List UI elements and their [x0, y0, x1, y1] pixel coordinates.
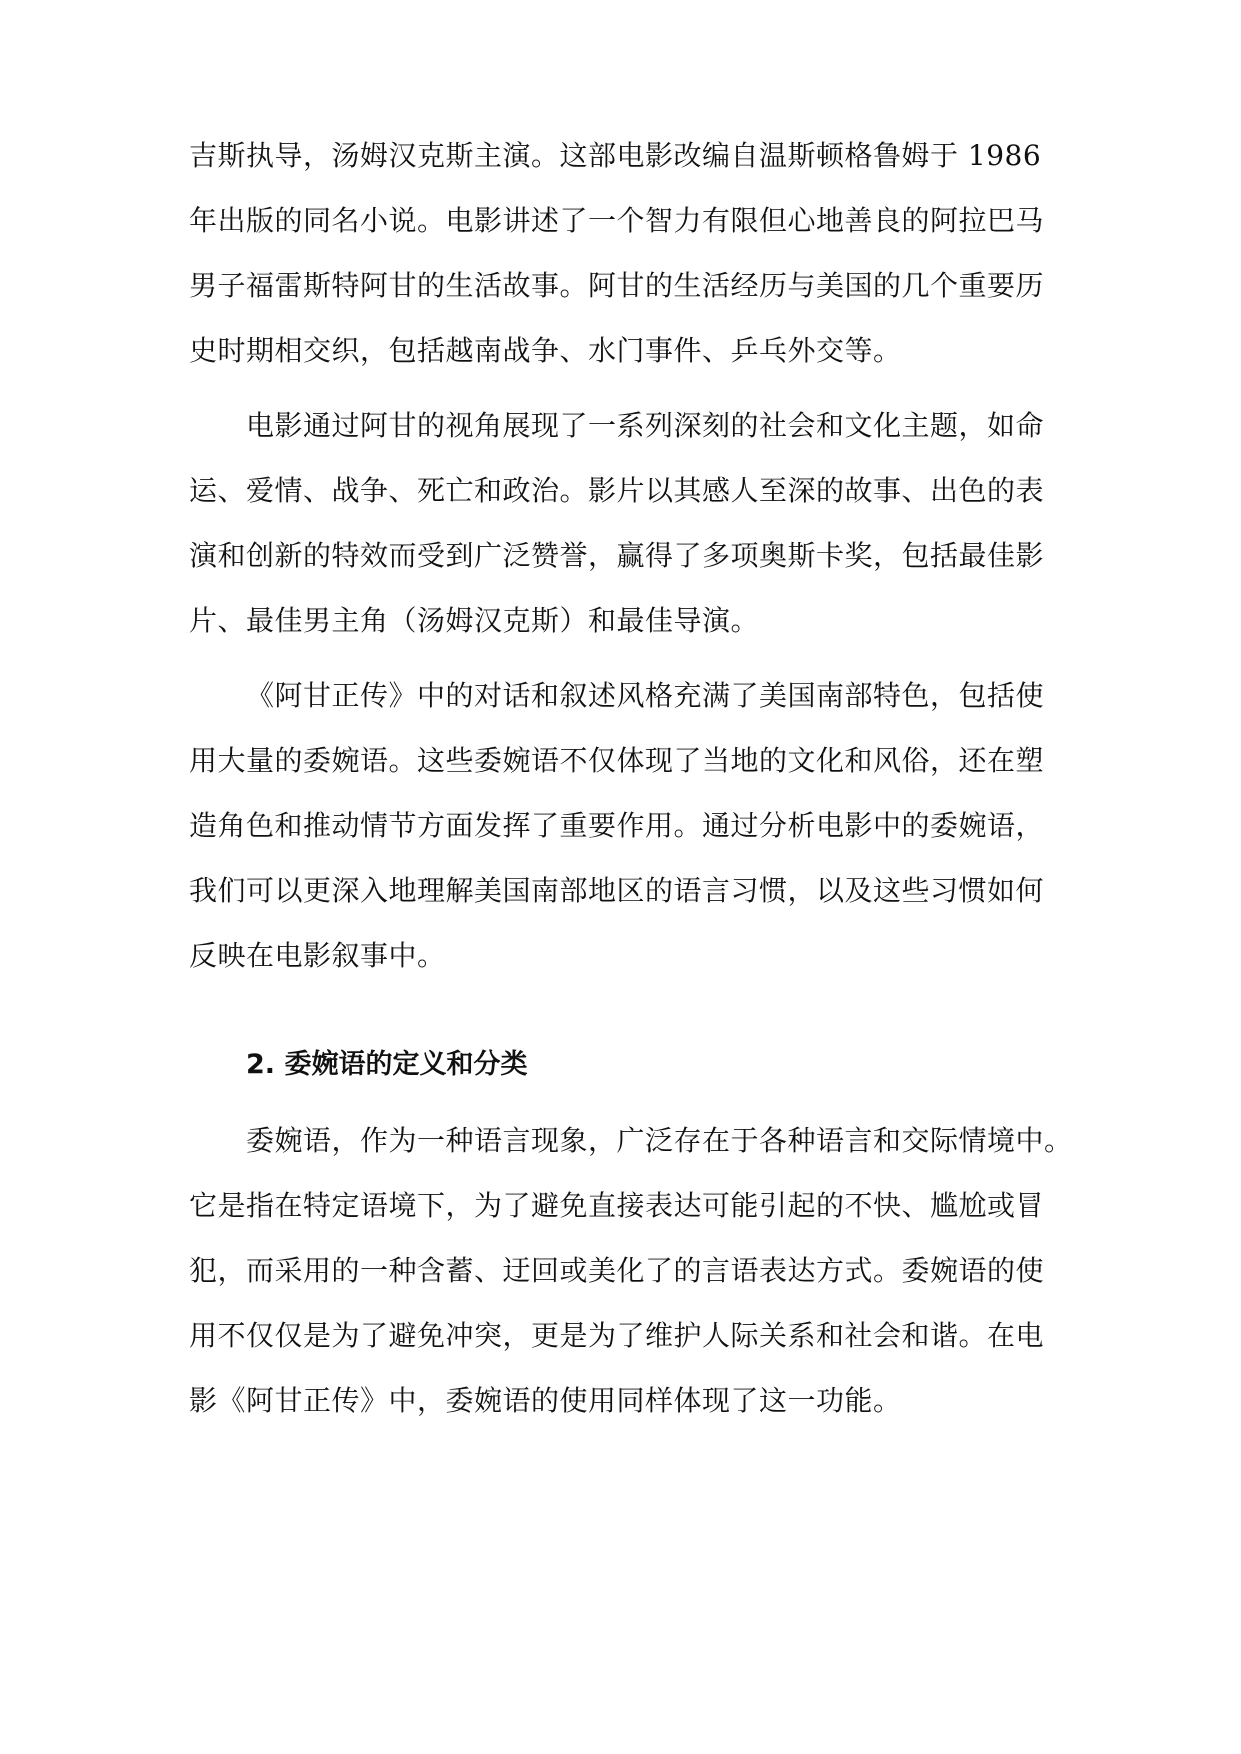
paragraph-1-line-2: 年出版的同名小说。电影讲述了一个智力有限但心地善良的阿拉巴马 — [189, 204, 1045, 237]
paragraph-2-line-1: 电影通过阿甘的视角展现了一系列深刻的社会和文化主题，如命 — [246, 409, 1045, 442]
paragraph-3-line-5: 反映在电影叙事中。 — [189, 939, 446, 972]
paragraph-4-line-1: 委婉语，作为一种语言现象，广泛存在于各种语言和交际情境中。 — [246, 1124, 1073, 1157]
paragraph-1-line-4: 史时期相交织，包括越南战争、水门事件、乒乓外交等。 — [189, 334, 902, 367]
paragraph-1-line-1: 吉斯执导，汤姆汉克斯主演。这部电影改编自温斯顿格鲁姆于 1986 — [189, 139, 1042, 172]
paragraph-4-line-3: 犯，而采用的一种含蓄、迂回或美化了的言语表达方式。委婉语的使 — [189, 1254, 1045, 1287]
paragraph-4-line-4: 用不仅仅是为了避免冲突，更是为了维护人际关系和社会和谐。在电 — [189, 1319, 1045, 1352]
paragraph-3-line-3: 造角色和推动情节方面发挥了重要作用。通过分析电影中的委婉语， — [189, 809, 1045, 842]
paragraph-1-line-3: 男子福雷斯特阿甘的生活故事。阿甘的生活经历与美国的几个重要历 — [189, 269, 1045, 302]
paragraph-4-line-5: 影《阿甘正传》中，委婉语的使用同样体现了这一功能。 — [189, 1384, 902, 1417]
section-heading: 2. 委婉语的定义和分类 — [246, 1049, 528, 1080]
paragraph-3-line-4: 我们可以更深入地理解美国南部地区的语言习惯，以及这些习惯如何 — [189, 874, 1045, 907]
paragraph-3-line-1: 《阿甘正传》中的对话和叙述风格充满了美国南部特色，包括使 — [246, 679, 1045, 712]
paragraph-2-line-3: 演和创新的特效而受到广泛赞誉，赢得了多项奥斯卡奖，包括最佳影 — [189, 539, 1045, 572]
paragraph-4-line-2: 它是指在特定语境下，为了避免直接表达可能引起的不快、尴尬或冒 — [189, 1189, 1045, 1222]
paragraph-2-line-2: 运、爱情、战争、死亡和政治。影片以其感人至深的故事、出色的表 — [189, 474, 1045, 507]
paragraph-3-line-2: 用大量的委婉语。这些委婉语不仅体现了当地的文化和风俗，还在塑 — [189, 744, 1045, 777]
paragraph-2-line-4: 片、最佳男主角（汤姆汉克斯）和最佳导演。 — [189, 604, 760, 637]
